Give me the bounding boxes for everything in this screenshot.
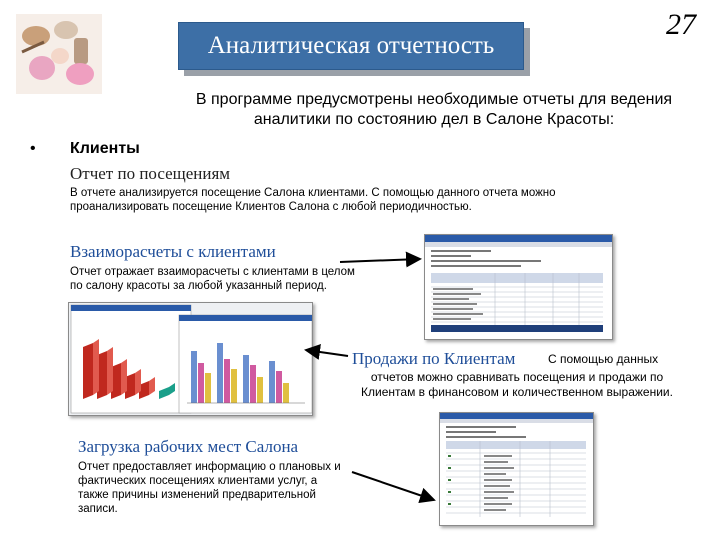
sales-charts-screenshot [68,302,313,416]
bullet-label: Клиенты [70,140,140,157]
page-number: 27 [666,8,696,41]
settlements-text: Отчет отражает взаиморасчеты с клиентами в целом по салону красоты за любой указанный период. [70,266,355,292]
workload-report-screenshot [439,412,594,526]
title-banner [178,22,524,70]
workload-heading: Загрузка рабочих мест Салона [78,437,299,456]
sales-text-lead: С помощью данных [548,352,659,366]
workload-text: Отчет предоставляет информацию о плановых и фактических посещениях клиентами услуг, а также причины изменений предварительной записи. [78,461,341,515]
sales-text: отчетов можно сравнивать посещения и продажи по Клиентам в финансовом и количественном выражении. [361,370,673,399]
bullet-marker: • [30,140,36,157]
visits-text: В отчете анализируется посещение Салона клиентами. С помощью данного отчета можно проанализировать посещение Клиентов Салона с любой периодичностью. [70,187,556,213]
intro-text: В программе предусмотрены необходимые отчеты для ведения аналитики по состоянию дел в Салоне Красоты: [195,91,673,128]
settlements-report-screenshot [424,234,613,340]
visits-heading: Отчет по посещениям [70,164,231,183]
settlements-heading: Взаиморасчеты с клиентами [70,242,276,261]
sales-heading: Продажи по Клиентам [352,349,516,368]
workload-arrow [352,472,434,500]
settlements-arrow [340,259,420,262]
logo-image [14,12,104,96]
slide-title: Аналитическая отчетность [207,32,495,59]
